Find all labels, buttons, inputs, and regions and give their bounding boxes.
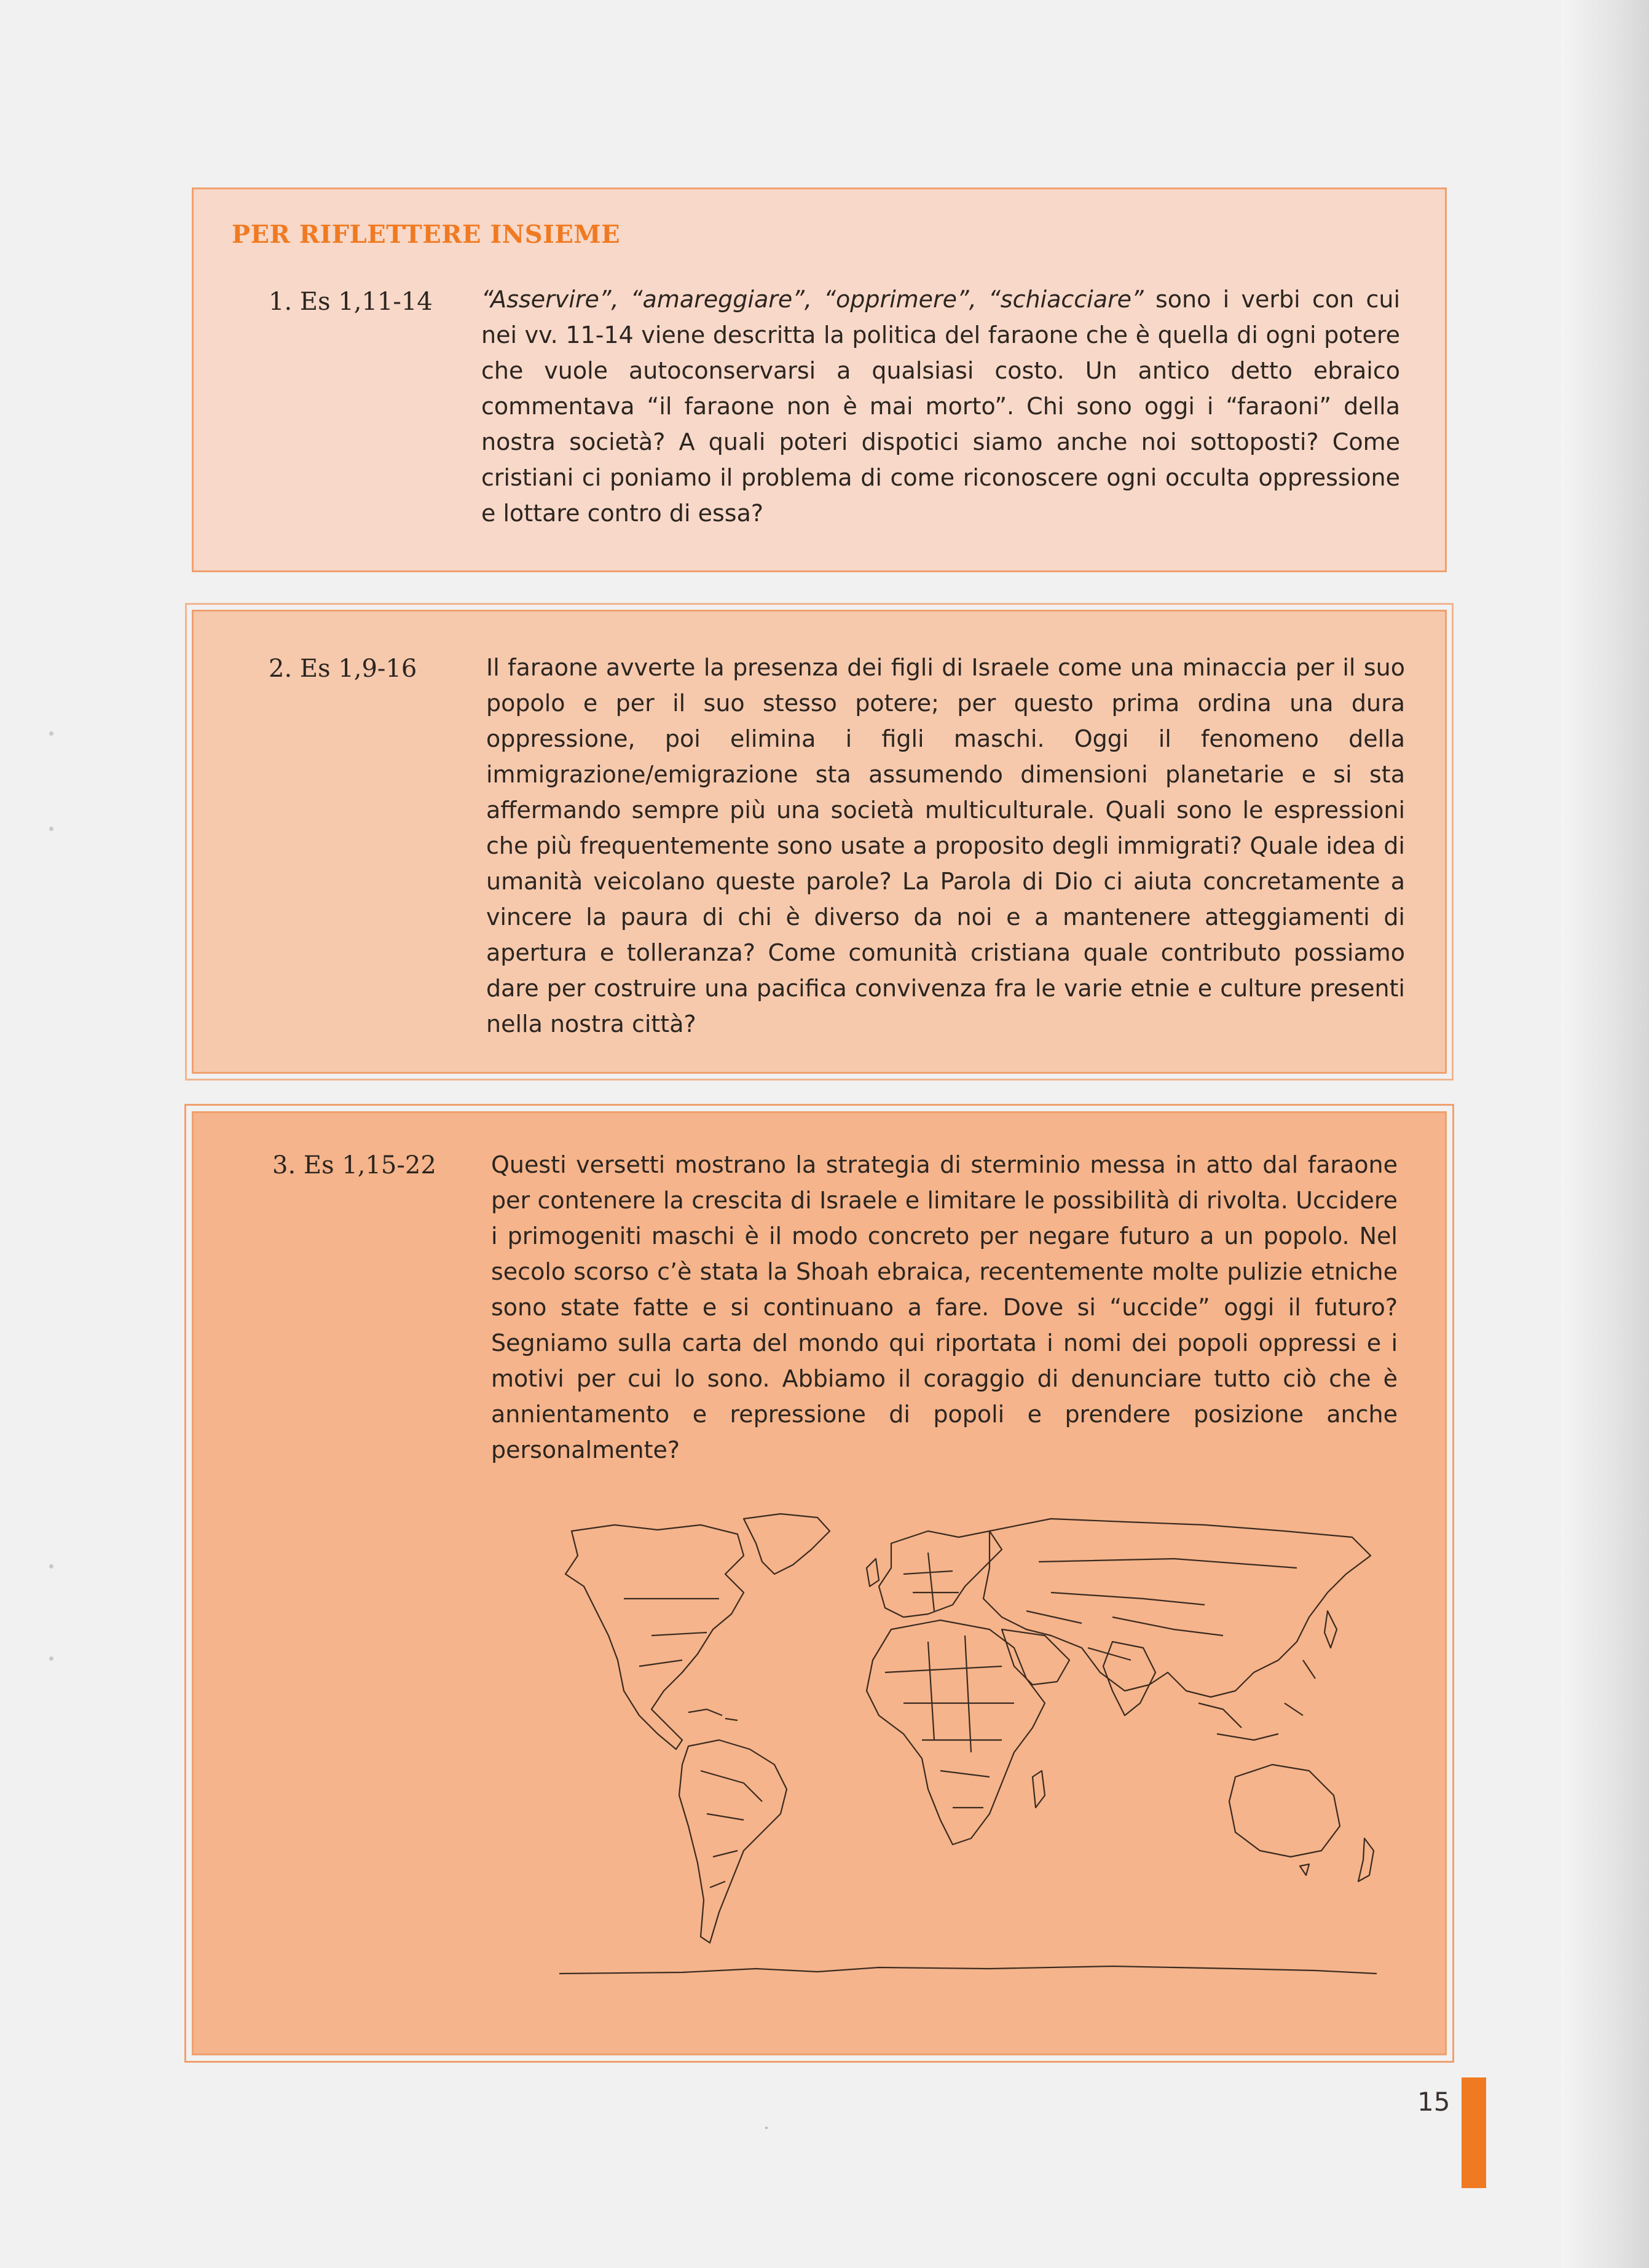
page-number: 15	[1417, 2087, 1450, 2117]
page-edge-shadow	[1561, 0, 1649, 2268]
item-text-1-italic: “Asservire”, “amareggiare”, “opprimere”, “schiacciare”	[481, 286, 1144, 313]
map-europe	[879, 1531, 1002, 1617]
map-japan	[1324, 1611, 1337, 1648]
reflection-box-3	[192, 1111, 1447, 2055]
item-text-2: Il faraone avverte la presenza dei figli di Israele come una minaccia per il suo popolo e per il suo stesso potere; per questo prima ordina una dura oppressione, poi elimina i figli maschi. Oggi il fenomeno della immigrazione/emigrazione sta assumendo dimensioni planetarie e si sta affermando sempre più una società multiculturale. Quali sono le espressioni che più frequentemente sono usate a proposito degli immigrati? Quale idea di umanità veicolano queste parole? La Parola di Dio ci aiuta concretamente a vincere la paura di chi è diverso da noi e a mantenere atteggiamenti di apertura e tolleranza? Come comunità cristiana quale contributo possiamo dare per costruire una pacifica convivenza fra le varie etnie e culture presenti nella nostra città?	[486, 654, 1405, 1038]
map-asia	[983, 1519, 1371, 1697]
map-sa-borders	[701, 1771, 762, 1888]
map-asia-borders	[1026, 1559, 1297, 1660]
item-text-1-body: sono i verbi con cui nei vv. 11-14 viene descritta la politica del faraone che è quella di ogni potere che vuole autoconservarsi a qualsiasi costo. Un antico detto ebraico commentava “il faraone non è mai morto”. Chi sono oggi i “faraoni” della nostra società? A quali poteri dispotici siamo anche noi sottoposti? Come cristiani ci poniamo il problema di come riconoscere ogni occulta oppressione e lottare contro di essa?	[481, 286, 1400, 527]
item-ref-1: 1. Es 1,11-14	[269, 288, 433, 316]
map-europe-borders	[903, 1553, 959, 1611]
map-antarctica	[559, 1966, 1377, 1974]
map-south-america	[679, 1740, 787, 1943]
item-text-1	[481, 282, 1400, 531]
map-north-america	[565, 1525, 744, 1749]
page-number-bar	[1462, 2077, 1486, 2188]
map-new-zealand	[1358, 1838, 1374, 1881]
map-africa-borders	[885, 1636, 1014, 1808]
world-map-icon	[559, 1506, 1389, 1992]
map-madagascar	[1033, 1771, 1045, 1808]
reflection-box-2	[192, 610, 1447, 1074]
map-australia	[1229, 1765, 1340, 1857]
map-uk	[867, 1559, 879, 1586]
reflection-box-1	[192, 187, 1447, 572]
scan-mark	[765, 2127, 768, 2129]
item-text-3: Questi versetti mostrano la strategia di sterminio messa in atto dal faraone per contenere la crescita di Israele e limitare le possibilità di rivolta. Uccidere i primogeniti maschi è il modo concreto per negare futuro a un popolo. Nel secolo scorso c’è stata la Shoah ebraica, recentemente molte pulizie etniche sono state fatte e si continuano a fare. Dove si “uccide” oggi il futuro? Segniamo sulla carta del mondo qui riportata i nomi dei popoli oppressi e i motivi per cui lo sono. Abbiamo il coraggio di denunciare tutto ciò che è annientamento e repressione di popoli e prendere posizione anche personalmente?	[491, 1151, 1398, 1463]
map-na-borders	[624, 1599, 719, 1666]
map-caribbean	[688, 1709, 738, 1720]
map-africa	[867, 1620, 1045, 1845]
item-ref-2: 2. Es 1,9-16	[269, 655, 417, 683]
map-greenland	[744, 1514, 830, 1574]
map-se-asia	[1198, 1660, 1315, 1740]
map-arabia	[1002, 1629, 1069, 1685]
map-tasmania	[1300, 1864, 1309, 1875]
section-title: PER RIFLETTERE INSIEME	[232, 220, 621, 249]
item-ref-3: 3. Es 1,15-22	[272, 1151, 436, 1179]
map-india	[1103, 1642, 1155, 1715]
